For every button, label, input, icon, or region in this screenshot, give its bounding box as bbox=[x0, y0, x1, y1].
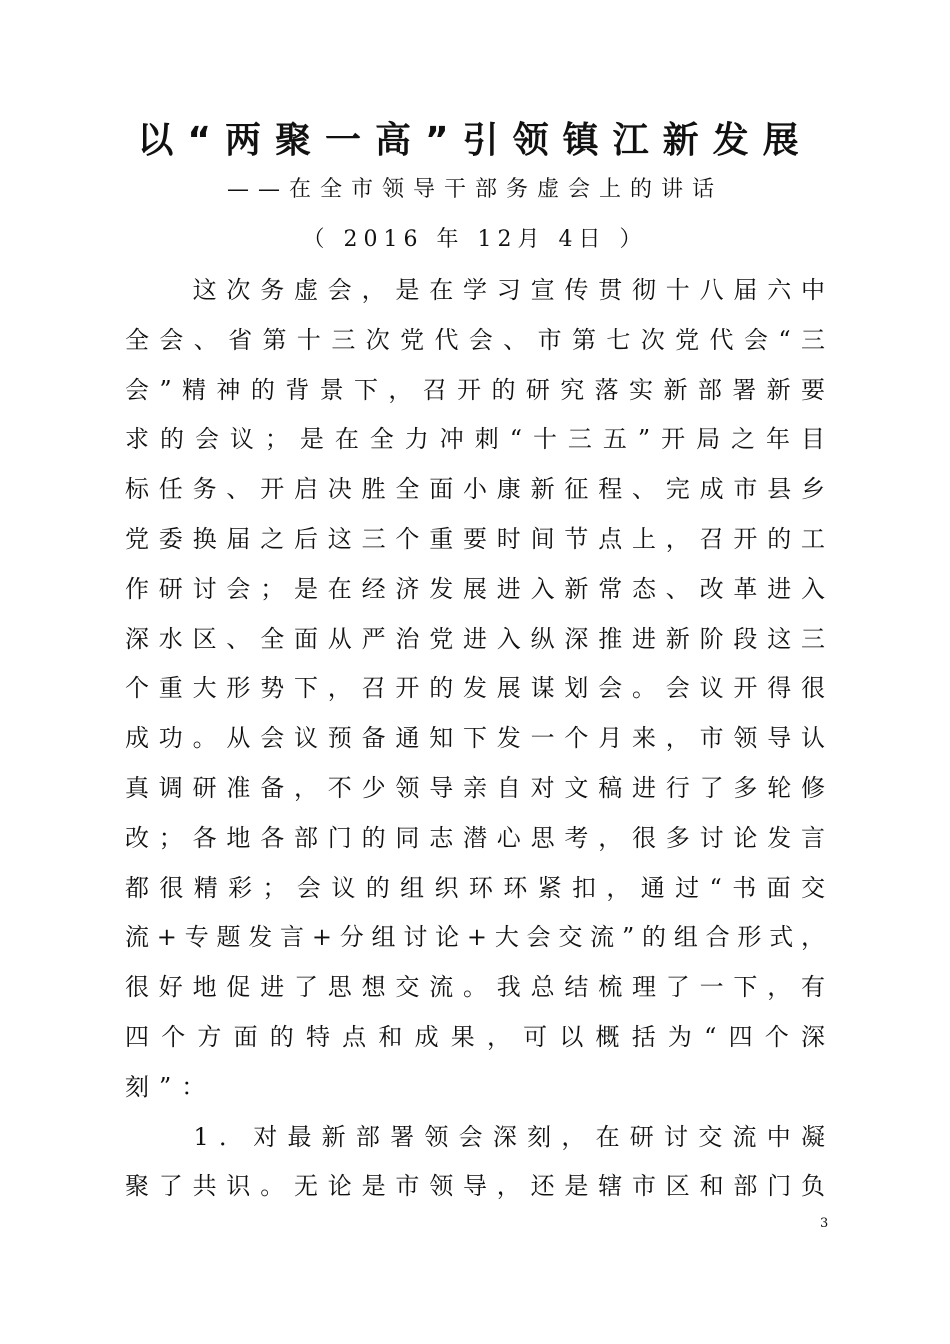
body-line: 都很精彩；会议的组织环环紧扣，通过“书面交 bbox=[125, 873, 825, 902]
document-subtitle: ——在全市领导干部务虚会上的讲话 bbox=[226, 177, 723, 202]
document-body bbox=[125, 266, 825, 1212]
body-line: 流+专题发言+分组讨论+大会交流”的组合形式， bbox=[125, 923, 825, 952]
speech-date: （ 2016 年 12月 4日 ） bbox=[302, 227, 648, 252]
body-line: 党委换届之后这三个重要时间节点上，召开的工 bbox=[125, 524, 825, 553]
body-line: 1．对最新部署领会深刻，在研讨交流中凝 bbox=[125, 1122, 825, 1151]
page-number: 3 bbox=[820, 1216, 829, 1231]
body-line: 全会、省第十三次党代会、市第七次党代会“三 bbox=[125, 325, 825, 354]
body-line: 个重大形势下，召开的发展谋划会。会议开得很 bbox=[125, 674, 825, 703]
body-line: 深水区、全面从严治党进入纵深推进新阶段这三 bbox=[125, 624, 825, 653]
body-line: 聚了共识。无论是市领导，还是辖市区和部门负 bbox=[125, 1172, 825, 1201]
body-line: 标任务、开启决胜全面小康新征程、完成市县乡 bbox=[125, 475, 825, 504]
body-line: 很好地促进了思想交流。我总结梳理了一下，有 bbox=[125, 973, 825, 1002]
document-title: 以“两聚一高”引领镇江新发展 bbox=[137, 120, 813, 161]
body-line: 这次务虚会，是在学习宣传贯彻十八届六中 bbox=[125, 276, 825, 304]
body-line: 会”精神的背景下，召开的研究落实新部署新要 bbox=[125, 375, 825, 404]
body-line: 刻”： bbox=[125, 1072, 216, 1101]
body-line: 四个方面的特点和成果，可以概括为“四个深 bbox=[125, 1022, 825, 1051]
body-line: 求的会议；是在全力冲刺“十三五”开局之年目 bbox=[125, 425, 825, 454]
body-line: 成功。从会议预备通知下发一个月来，市领导认 bbox=[125, 724, 825, 753]
body-line: 真调研准备，不少领导亲自对文稿进行了多轮修 bbox=[125, 773, 825, 802]
body-line: 作研讨会；是在经济发展进入新常态、改革进入 bbox=[125, 574, 825, 603]
body-line: 改；各地各部门的同志潜心思考，很多讨论发言 bbox=[125, 823, 825, 852]
